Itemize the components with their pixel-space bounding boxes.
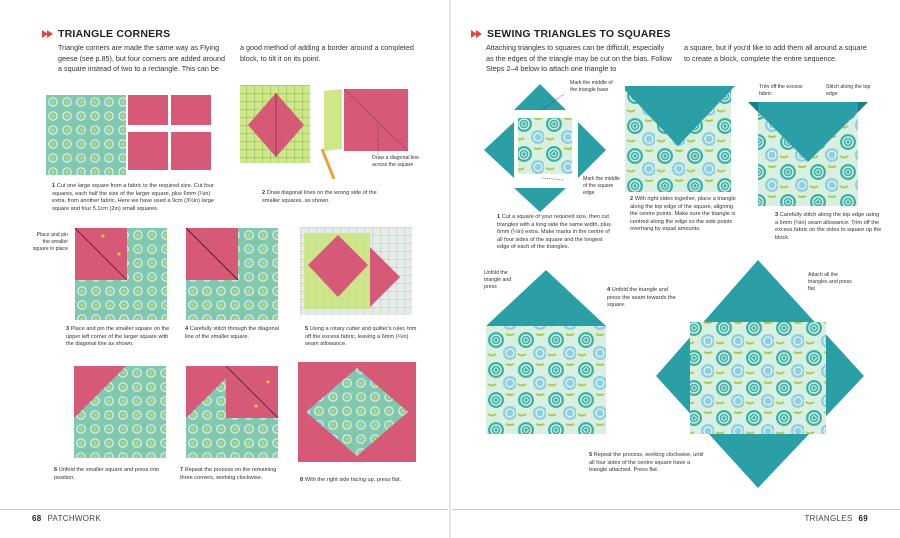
small-square-4	[171, 132, 211, 170]
step8-caption: 8 With the right side facing up, press flat.	[300, 477, 402, 483]
step2-figure	[238, 85, 418, 185]
centre-square	[518, 118, 572, 174]
footer-right: TRIANGLES 69	[804, 514, 868, 523]
intro-text-col1-right: Attaching triangles to squares can be difficult, especially as the edges of the triangle may be cut on the bias. Follow Steps 2–4 below to attach one triangle to	[486, 43, 672, 73]
step5-figure	[300, 227, 416, 317]
step2-caption: 2 Draw diagonal lines on the wrong side of the smaller squares, as shown.	[262, 190, 377, 204]
excess-fabric-right	[858, 102, 868, 112]
large-fabric-square	[46, 95, 126, 175]
rstep5-caption: 5 Repeat the process, working clockwise, until all four sides of the centre square have a triangle attached. Press flat.	[589, 452, 704, 474]
step4-caption: 4 Carefully stitch through the diagonal line of the smaller square.	[185, 326, 279, 340]
step7-caption: 7 Repeat the process on the remaining three corners, working clockwise.	[180, 467, 277, 481]
rstep1-caption: 1 Cut a square of your required size, then cut triangles with a long side the same width, plus 6mm (¼in) extra. Make marks in the centre of all four sides of the square and the longest edge of each of the triangles.	[497, 214, 611, 251]
intro-text-col2: a good method of adding a border around a completed block, to tilt it on its point.	[240, 43, 414, 63]
step3-figure	[75, 228, 167, 320]
note-stitch-top: Stitch along the top edge	[826, 84, 871, 97]
rstep2-figure	[625, 86, 735, 196]
note-attach-all: Attach all the triangles and press flat	[808, 272, 852, 292]
step8-figure	[298, 362, 416, 462]
note-place-pin: Place and pin the smaller square in place	[32, 232, 68, 252]
rose-centre-square	[690, 322, 826, 434]
step1-caption: 1 Cut one large square from a fabric to the required size. Cut four squares, each half the size of the larger square, plus 6mm (¼in) extra, from another fabric. Here we have used a 9cm (3½in) large square and four 5.1cm (2in) small squares.	[52, 183, 214, 212]
step6-figure	[74, 366, 166, 458]
note-mark-triangle: Mark the middle of the triangle base	[570, 80, 613, 93]
pin-icon	[102, 235, 105, 238]
step6-caption: 6 Unfold the smaller square and press into position.	[54, 467, 160, 481]
footer-rule-right	[452, 509, 900, 510]
section-title-sewing-triangles: SEWING TRIANGLES TO SQUARES	[471, 28, 671, 40]
step5-caption: 5 Using a rotary cutter and quilter's ruler, trim off the excess fabric, leaving a 6mm (¼in) seam allowance.	[305, 326, 417, 348]
page-gutter	[449, 0, 451, 538]
intro-text-col1: Triangle corners are made the same way as Flying geese (see p.85), but four corners are added around a square instead of two to a rectangle. This can be	[58, 43, 226, 73]
footer-rule-left	[0, 509, 448, 510]
small-square-3	[128, 132, 168, 170]
excess-fabric-left	[748, 102, 758, 112]
ruler-edge	[324, 89, 342, 151]
rstep3-caption: 3 Carefully stitch along the top edge using a 6mm (¼in) seam allowance. Trim off the excess fabric on the sides to square up the block.	[775, 212, 882, 241]
rstep2-caption: 2 With right sides together, place a triangle along the top edge of the square, aligning the centre points. Make sure the triangle is centred along the edge so the side points overhang by equal amounts.	[630, 196, 736, 233]
arrow-bullet-icon	[42, 30, 54, 38]
note-unfold-press: Unfold the triangle and press	[484, 270, 512, 290]
note-draw-diagonal: Draw a diagonal line across the square	[372, 155, 420, 168]
step7-figure	[186, 366, 278, 458]
footer-left: 68 PATCHWORK	[32, 514, 102, 523]
note-mark-square: Mark the middle of the square edge	[583, 176, 620, 196]
small-square-1	[128, 95, 168, 125]
rstep3-figure	[748, 102, 868, 212]
pin-icon	[118, 253, 121, 256]
step3-caption: 3 Place and pin the smaller square on the upper left corner of the larger square with the diagonal line as shown.	[66, 326, 170, 348]
pencil-icon	[322, 149, 334, 179]
intro-text-col2-right: a square, but if you'd like to add them all around a square to create a block, complete the entire sequence.	[684, 43, 867, 63]
small-square-2	[171, 95, 211, 125]
step4-figure	[186, 228, 278, 320]
arrow-bullet-icon	[471, 30, 483, 38]
step1-figure	[46, 95, 214, 177]
rstep4-caption: 4 Unfold the triangle and press the seam towards the square.	[607, 287, 676, 309]
note-trim-excess: Trim off the excess fabric	[759, 84, 803, 97]
section-title-triangle-corners: TRIANGLE CORNERS	[42, 28, 170, 40]
rstep4-figure	[486, 270, 606, 440]
